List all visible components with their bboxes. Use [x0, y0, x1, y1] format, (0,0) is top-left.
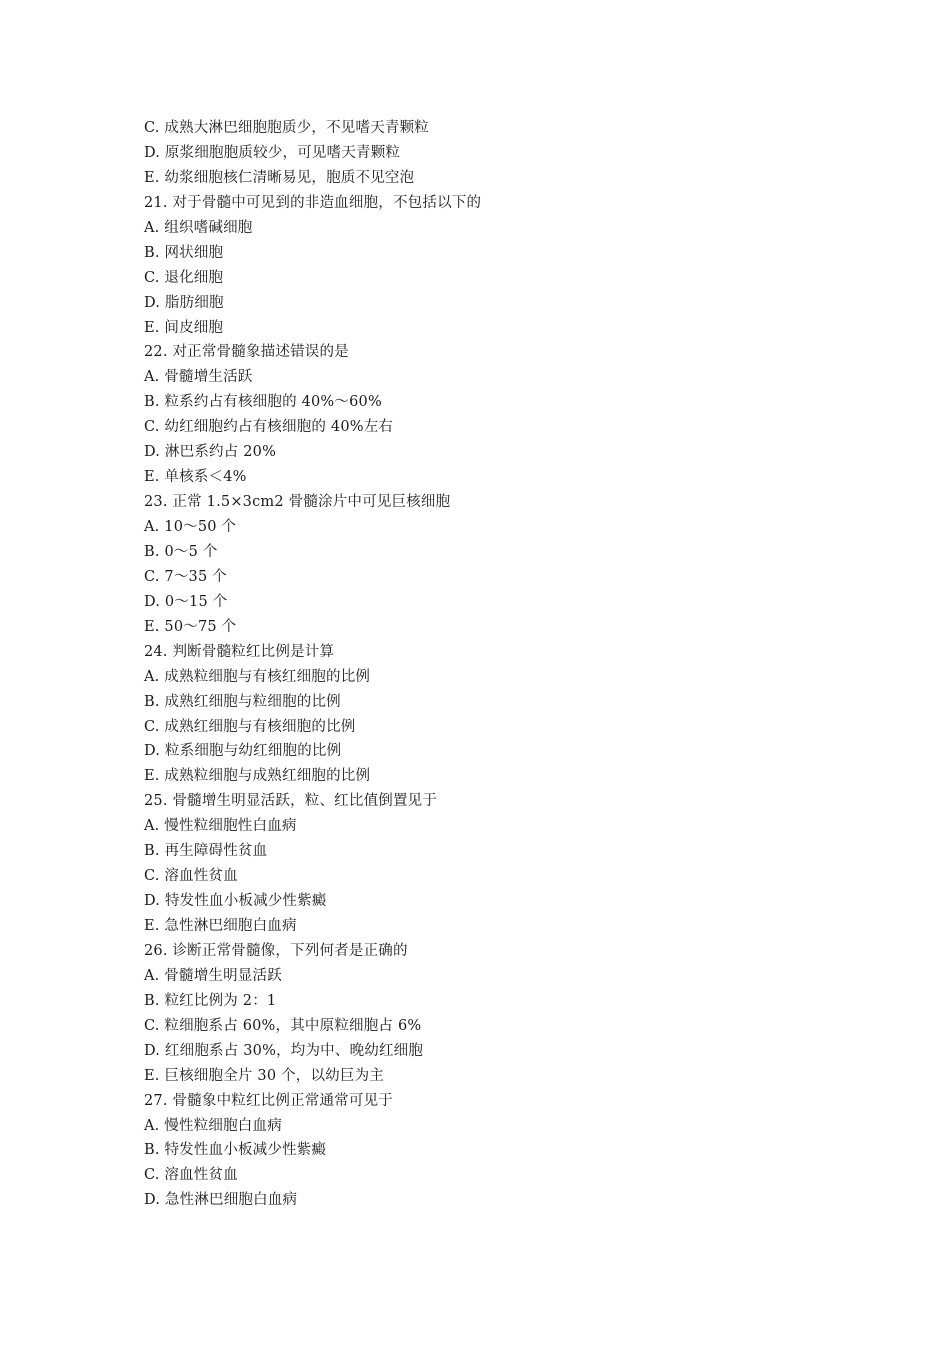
text-line: D. 红细胞系占 30%，均为中、晚幼红细胞	[144, 1042, 424, 1059]
text-line: C. 成熟红细胞与有核细胞的比例	[144, 718, 356, 735]
text-line: C. 粒细胞系占 60%，其中原粒细胞占 6%	[144, 1017, 422, 1034]
text-line: C. 成熟大淋巴细胞胞质少，不见嗜天青颗粒	[144, 120, 429, 136]
text-line: E. 幼浆细胞核仁清晰易见，胞质不见空泡	[144, 169, 415, 186]
text-line: C. 溶血性贫血	[144, 868, 238, 885]
text-line: E. 间皮细胞	[144, 319, 224, 336]
text-line: A. 骨髓增生活跃	[144, 369, 253, 386]
text-line: B. 再生障碍性贫血	[144, 843, 268, 860]
text-line: B. 网状细胞	[144, 244, 224, 261]
text-line: D. 特发性血小板减少性紫癜	[144, 893, 327, 910]
text-line: A. 慢性粒细胞白血病	[144, 1117, 282, 1134]
question-23: 23. 正常 1.5×3cm2 骨髓涂片中可见巨核细胞	[144, 494, 451, 511]
text-line: A. 慢性粒细胞性白血病	[144, 818, 297, 835]
text-line: A. 成熟粒细胞与有核红细胞的比例	[144, 668, 371, 685]
text-line: E. 急性淋巴细胞白血病	[144, 918, 297, 934]
text-line: D. 0～15 个	[144, 593, 228, 610]
question-26: 26. 诊断正常骨髓像，下列何者是正确的	[144, 942, 408, 959]
text-line: B. 特发性血小板减少性紫癜	[144, 1142, 327, 1159]
text-line: D. 粒系细胞与幼红细胞的比例	[144, 743, 342, 760]
text-line: D. 急性淋巴细胞白血病	[144, 1192, 298, 1209]
question-25: 25. 骨髓增生明显活跃，粒、红比值倒置见于	[144, 793, 438, 810]
question-27: 27. 骨髓象中粒红比例正常通常可见于	[144, 1092, 393, 1109]
text-line: B. 粒系约占有核细胞的 40%～60%	[144, 394, 382, 411]
text-line: A. 10～50 个	[144, 519, 237, 535]
text-line: B. 0～5 个	[144, 543, 218, 560]
text-line: C. 退化细胞	[144, 269, 224, 286]
text-line: B. 粒红比例为 2：1	[144, 992, 277, 1009]
text-line: D. 原浆细胞胞质较少，可见嗜天青颗粒	[144, 144, 401, 161]
text-line: C. 7～35 个	[144, 568, 227, 585]
question-21: 21. 对于骨髓中可见到的非造血细胞，不包括以下的	[144, 194, 482, 211]
text-line: A. 骨髓增生明显活跃	[144, 967, 282, 984]
text-line: A. 组织嗜碱细胞	[144, 219, 253, 236]
text-line: E. 成熟粒细胞与成熟红细胞的比例	[144, 768, 371, 785]
text-line: D. 脂肪细胞	[144, 294, 224, 311]
text-line: B. 成熟红细胞与粒细胞的比例	[144, 693, 341, 710]
text-line: C. 幼红细胞约占有核细胞的 40%左右	[144, 419, 394, 436]
text-line: E. 巨核细胞全片 30 个，以幼巨为主	[144, 1067, 384, 1084]
question-24: 24. 判断骨髓粒红比例是计算	[144, 643, 335, 660]
text-line: C. 溶血性贫血	[144, 1167, 238, 1184]
text-line: D. 淋巴系约占 20%	[144, 444, 277, 461]
text-line: E. 单核系＜4%	[144, 469, 247, 486]
document-page	[144, 116, 864, 1213]
text-line: E. 50～75 个	[144, 618, 237, 635]
question-22: 22. 对正常骨髓象描述错误的是	[144, 344, 349, 361]
